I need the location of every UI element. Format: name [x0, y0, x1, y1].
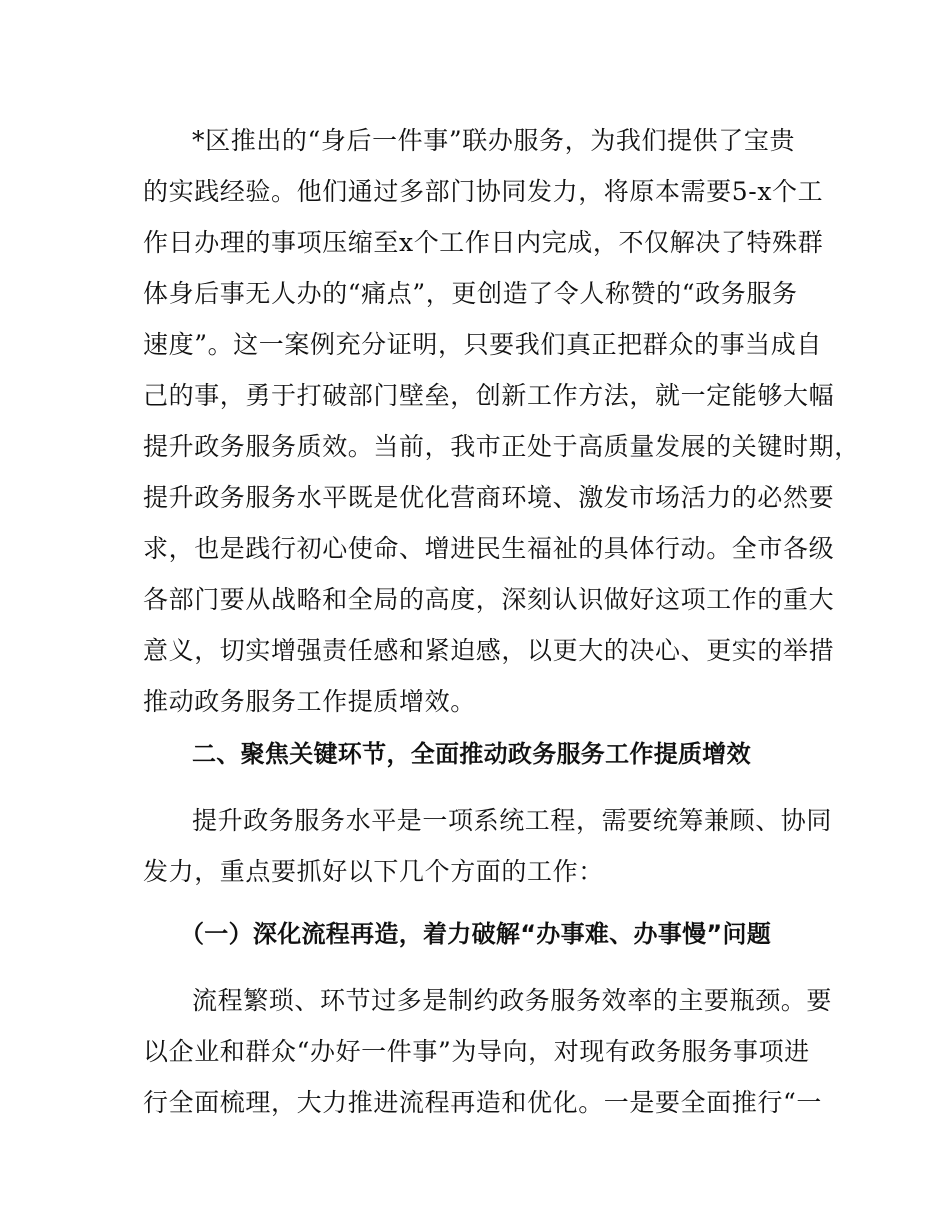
- paragraph-line: 以企业和群众“办好一件事”为导向，对现有政务服务事项进: [143, 1037, 810, 1066]
- subsection-heading: （一）深化流程再造，着力破解“办事难、办事慢”问题: [180, 920, 772, 948]
- paragraph-line: 体身后事无人办的“痛点”，更创造了令人称赞的“政务服务: [143, 279, 798, 308]
- paragraph-line: 意义，切实增强责任感和紧迫感，以更大的决心、更实的举措: [143, 636, 835, 665]
- paragraph-line: 提升政务服务水平是一项系统工程，需要统筹兼顾、协同: [192, 806, 833, 835]
- paragraph-line: 作日办理的事项压缩至x个工作日内完成，不仅解决了特殊群: [143, 228, 824, 257]
- paragraph-line: *区推出的“身后一件事”联办服务，为我们提供了宝贵: [192, 126, 796, 155]
- paragraph-line: 求，也是践行初心使命、增进民生福祉的具体行动。全市各级: [143, 534, 835, 563]
- paragraph-line: 的实践经验。他们通过多部门协同发力，将原本需要5-x个工: [143, 177, 824, 206]
- paragraph-line: 发力，重点要抓好以下几个方面的工作：: [143, 857, 604, 886]
- paragraph-line: 推动政务服务工作提质增效。: [143, 687, 476, 716]
- paragraph-line: 速度”。这一案例充分证明，只要我们真正把群众的事当成自: [143, 330, 822, 359]
- paragraph-line: 各部门要从战略和全局的高度，深刻认识做好这项工作的重大: [143, 585, 835, 614]
- paragraph-line: 行全面梳理，大力推进流程再造和优化。一是要全面推行“一: [143, 1088, 822, 1117]
- paragraph-line: 提升政务服务质效。当前，我市正处于高质量发展的关键时期，: [143, 432, 860, 461]
- paragraph-line: 己的事，勇于打破部门壁垒，创新工作方法，就一定能够大幅: [143, 381, 835, 410]
- section-heading: 二、聚焦关键环节，全面推动政务服务工作提质增效: [192, 740, 751, 768]
- paragraph-line: 提升政务服务水平既是优化营商环境、激发市场活力的必然要: [143, 483, 835, 512]
- paragraph-line: 流程繁琐、环节过多是制约政务服务效率的主要瓶颈。要: [192, 986, 833, 1015]
